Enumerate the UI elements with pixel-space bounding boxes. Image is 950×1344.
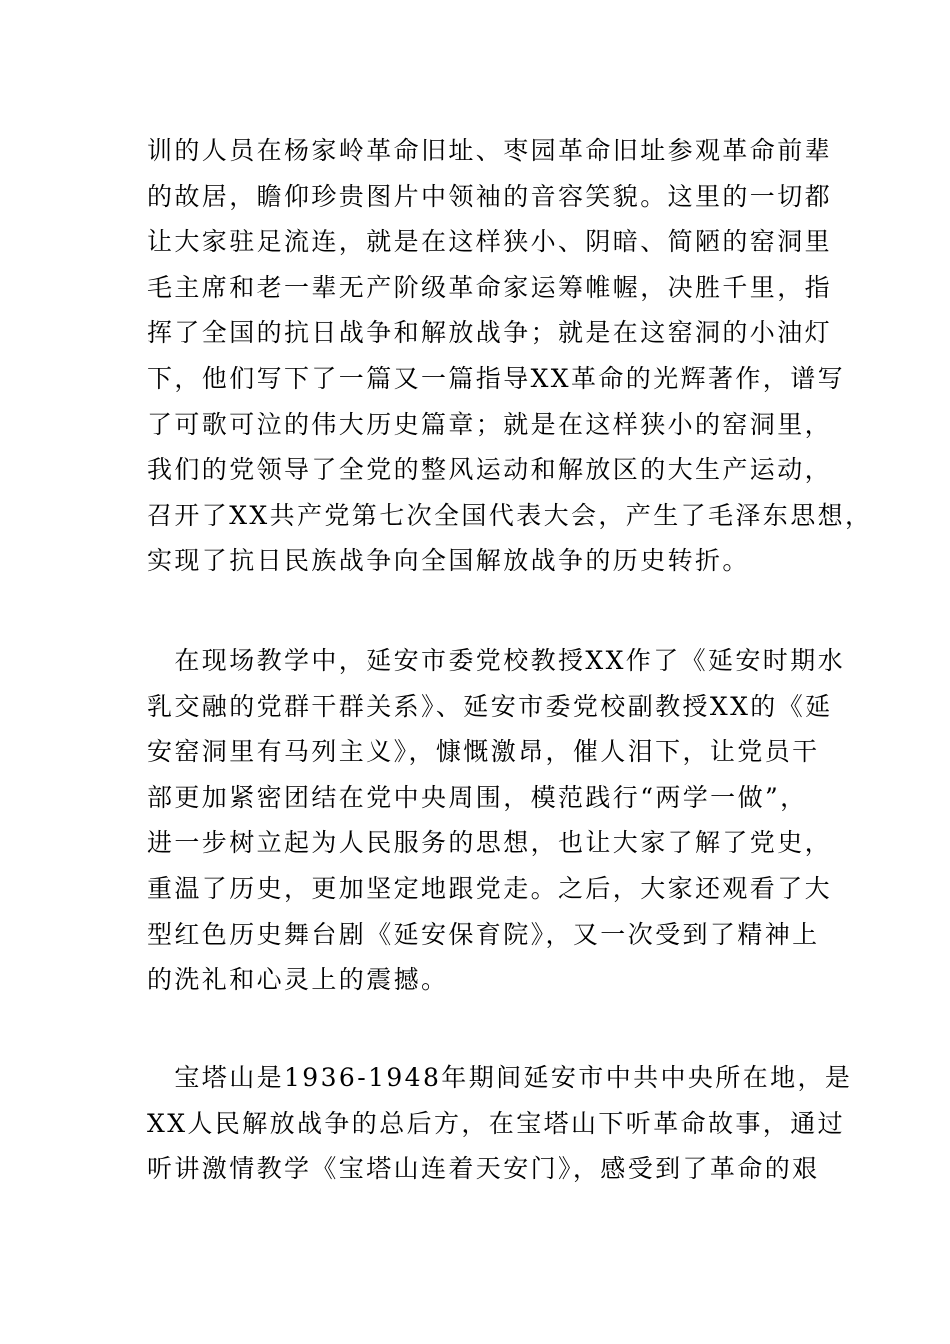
paragraph-3 xyxy=(147,1055,853,1192)
paragraph-1 xyxy=(147,128,873,584)
text-line: 在现场教学中，延安市委党校教授XX作了《延安时期水 xyxy=(147,646,845,675)
text-line: 训的人员在杨家岭革命旧址、枣园革命旧址参观革命前辈 xyxy=(147,136,833,165)
text-line: 毛主席和老一辈无产阶级革命家运筹帷幄，决胜千里，指 xyxy=(147,272,833,302)
text-line: 部更加紧密团结在党中央周围，模范践行“两学一做”， xyxy=(147,782,808,812)
text-line: 了可歌可泣的伟大历史篇章；就是在这样狭小的窑洞里， xyxy=(147,409,833,439)
text-line: 挥了全国的抗日战争和解放战争；就是在这窑洞的小油灯 xyxy=(147,318,833,348)
text-line: 型红色历史舞台剧《延安保育院》，又一次受到了精神上 xyxy=(147,919,820,949)
text-line: 的故居，瞻仰珍贵图片中领袖的音容笑貌。这里的一切都 xyxy=(147,181,833,211)
text-line: 召开了XX共产党第七次全国代表大会，产生了毛泽东思想， xyxy=(147,500,873,530)
text-line: 的洗礼和心灵上的震撼。 xyxy=(147,965,449,995)
text-line: 让大家驻足流连，就是在这样狭小、阴暗、简陋的窑洞里 xyxy=(147,227,833,257)
paragraph-2 xyxy=(147,638,845,1003)
text-line: 进一步树立起为人民服务的思想，也让大家了解了党史， xyxy=(147,828,833,858)
text-line: 下，他们写下了一篇又一篇指导XX革命的光辉著作，谱写 xyxy=(147,363,845,393)
text-line: XX人民解放战争的总后方，在宝塔山下听革命故事，通过 xyxy=(147,1108,845,1138)
text-line: 实现了抗日民族战争向全国解放战争的历史转折。 xyxy=(147,546,750,576)
text-line: 安窑洞里有马列主义》，慷慨激昂，催人泪下，让党员干 xyxy=(147,737,820,767)
text-line: 我们的党领导了全党的整风运动和解放区的大生产运动， xyxy=(147,455,833,485)
text-line: 重温了历史，更加坚定地跟党走。之后，大家还观看了大 xyxy=(147,873,833,903)
text-line: 听讲激情教学《宝塔山连着天安门》，感受到了革命的艰 xyxy=(147,1154,820,1184)
text-line: 宝塔山是1936-1948年期间延安市中共中央所在地，是 xyxy=(147,1063,853,1092)
text-line: 乳交融的党群干群关系》、延安市委党校副教授XX的《延 xyxy=(147,691,833,721)
